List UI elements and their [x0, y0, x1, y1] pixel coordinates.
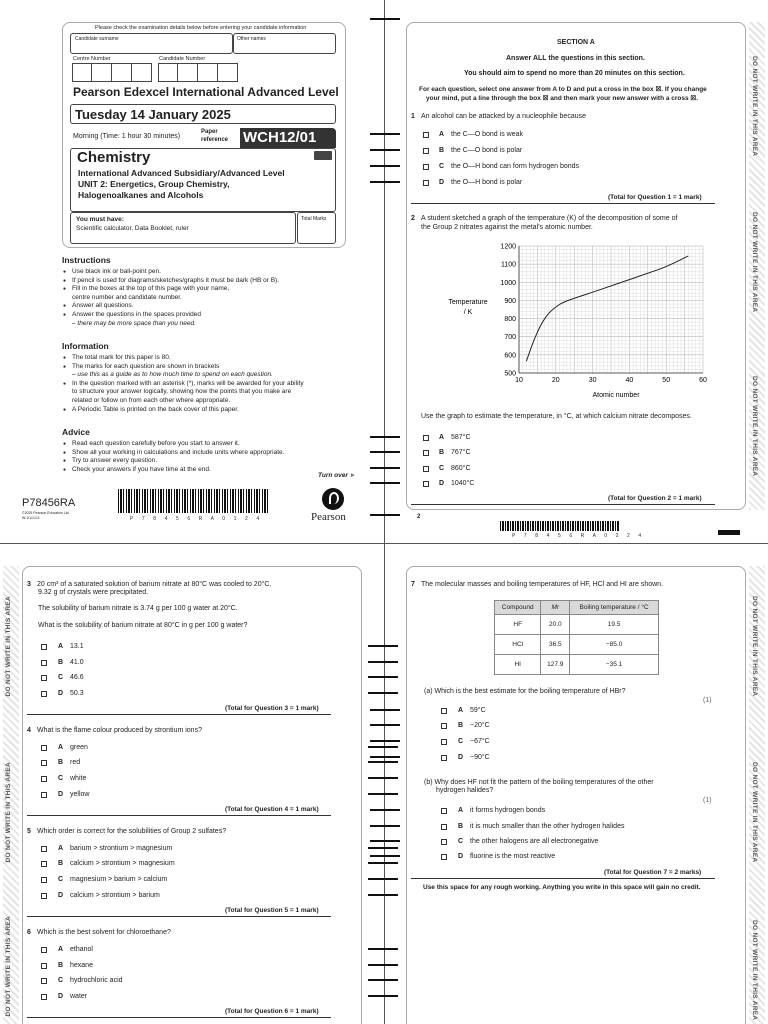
margin-mark [368, 862, 398, 864]
q3-option-checkbox[interactable] [41, 691, 47, 697]
q7b-option-checkbox[interactable] [441, 808, 447, 814]
margin-mark [370, 133, 400, 135]
margin-mark [370, 451, 400, 453]
question-7: 7 The molecular masses and boiling temperatures of HF, HCl and HI are shown. [411, 581, 663, 588]
side-strip-text: DO NOT WRITE IN THIS AREA [751, 596, 758, 697]
page-divider-horizontal [0, 543, 768, 544]
q7b-option: D fluorine is the most reactive [458, 853, 556, 860]
q4-option: A green [58, 744, 88, 751]
table-header-row [495, 601, 659, 615]
q7a-option-checkbox[interactable] [441, 723, 447, 729]
margin-mark [368, 692, 398, 694]
margin-mark [370, 840, 400, 842]
margin-mark [368, 979, 398, 981]
y-tick-label: 700 [504, 334, 516, 342]
q1-option: C the O—H bond can form hydrogen bonds [439, 163, 580, 170]
y-tick-label: 900 [504, 297, 516, 305]
table-row: HCl 36.5 −85.0 [495, 635, 659, 655]
side-strip-text: DO NOT WRITE IN THIS AREA [751, 56, 758, 157]
margin-mark [370, 165, 400, 167]
must-have-text: Scientific calculator, Data Booklet, ruler [76, 225, 189, 232]
margin-mark [370, 18, 400, 20]
q2-option-checkbox[interactable] [423, 466, 429, 472]
q2-option-checkbox[interactable] [423, 435, 429, 441]
q2-option: A 587°C [439, 434, 471, 441]
x-tick-label: 30 [588, 377, 597, 384]
q5-option: A barium > strontium > magnesium [58, 845, 173, 852]
q3-option: A 13.1 [58, 643, 84, 650]
margin-mark [368, 746, 398, 748]
other-names-label: Other names [237, 36, 266, 42]
question-7a: (a) Which is the best estimate for the boiling temperature of HBr? [424, 688, 626, 695]
q7b-option: B it is much smaller than the other hydrogen halides [458, 823, 625, 830]
question-1: 1 An alcohol can be attacked by a nucleophile because [411, 113, 587, 120]
page-divider-vertical [384, 0, 385, 1024]
q3-rule [27, 714, 331, 715]
y-tick-label: 800 [504, 316, 516, 324]
q6-option: A ethanol [58, 946, 93, 953]
margin-mark [370, 467, 400, 469]
cover-page [0, 0, 384, 543]
advice-list: ● Read each question carefully before you start to answer it. ● Show all your working in calculations and include units where appropriate. ● Try to answer every question. ● Check your answers if you have time at the end. [62, 440, 362, 474]
instructions-heading: Instructions [62, 255, 111, 265]
margin-mark [368, 793, 398, 795]
page-marker-icon [718, 530, 740, 535]
instruction-line-2: your mind, put a line through the box ☒ and then mark your new answer with a cross ☒. [426, 95, 699, 102]
q6-total: (Total for Question 6 = 1 mark) [225, 1008, 319, 1015]
x-tick-label: 10 [515, 377, 523, 384]
margin-mark [368, 878, 398, 880]
q7b-option-checkbox[interactable] [441, 824, 447, 830]
side-strip-text: DO NOT WRITE IN THIS AREA [5, 596, 12, 697]
q4-option: B red [58, 759, 81, 766]
q3-option-checkbox[interactable] [41, 644, 47, 650]
copyright-line-2: W:1/1/1/1/1 [22, 516, 40, 520]
q4-option-checkbox[interactable] [41, 792, 47, 798]
rough-working-note: Use this space for any rough working. Anything you write in this space will gain no credit. [423, 884, 701, 891]
q6-option-checkbox[interactable] [41, 963, 47, 969]
q5-rule [27, 916, 331, 917]
y-tick-label: 1000 [500, 279, 516, 287]
q1-option: B the C—O bond is polar [439, 147, 523, 154]
must-have-box [70, 212, 296, 244]
q6-option-checkbox[interactable] [41, 978, 47, 984]
barcode [500, 521, 620, 531]
information-heading: Information [62, 341, 109, 351]
margin-mark [370, 709, 400, 711]
candidate-number-label: Candidate Number [159, 56, 206, 62]
total-marks-label: Total Marks [301, 216, 327, 222]
q5-option: C magnesium > barium > calcium [58, 876, 168, 883]
pearson-logo-mark [329, 492, 339, 504]
total-marks-box[interactable] [297, 212, 336, 244]
margin-mark [370, 740, 400, 742]
y-axis-label: Temperature [448, 299, 488, 306]
margin-mark [368, 995, 398, 997]
q1-option: D the O—H bond is polar [439, 179, 523, 186]
table-row: HI 127.9 −35.1 [495, 655, 659, 675]
question-3-line-2: 9.32 g of crystals were precipitated. [38, 589, 149, 596]
q3-option-checkbox[interactable] [41, 675, 47, 681]
question-3: 3 20 cm³ of a saturated solution of barium nitrate at 80°C was cooled to 20°C. [27, 581, 272, 588]
margin-mark [368, 661, 398, 663]
centre-number-label: Centre Number [73, 56, 111, 62]
y-tick-label: 500 [504, 370, 516, 378]
copyright-line-1: ©2025 Pearson Education Ltd. [22, 511, 70, 515]
side-strip-text: DO NOT WRITE IN THIS AREA [751, 762, 758, 863]
q6-option: D water [58, 993, 88, 1000]
question-7a-marks: (1) [703, 697, 712, 704]
q7a-option: C −67°C [458, 738, 490, 745]
barcode-text: P 7 8 4 5 6 R A 0 1 2 4 [130, 516, 263, 522]
question-3-line-3: The solubility of barium nitrate is 3.74 g per 100 g water at 20°C. [38, 605, 238, 612]
q4-option: C white [58, 775, 87, 782]
margin-mark [370, 436, 400, 438]
margin-mark [368, 676, 398, 678]
margin-mark [368, 894, 398, 896]
advice-heading: Advice [62, 427, 90, 437]
y-axis-label-unit: / K [463, 309, 473, 316]
x-tick-label: 50 [662, 377, 671, 384]
margin-mark [368, 948, 398, 950]
margin-mark [368, 777, 398, 779]
q5-option: B calcium > strontium > magnesium [58, 860, 175, 867]
unit-line-2: UNIT 2: Energetics, Group Chemistry, [78, 179, 230, 189]
information-list: ● The total mark for this paper is 80. ● The marks for each question are shown in brackets – use this as a guide as to how much time to spend on each question. ● In the question marked with an asterisk (*), marks will be awarded for your ability to structure your answer logically, showing how the points that you make are related or follow on from each other where appropriate. ● A Periodic Table is printed on the back cover of this paper. [62, 354, 362, 414]
q5-option-checkbox[interactable] [41, 893, 47, 899]
subject-box [70, 148, 336, 212]
question-7b-marks: (1) [703, 797, 712, 804]
q7b-option: C the other halogens are all electronegative [458, 838, 599, 845]
side-strip-text: DO NOT WRITE IN THIS AREA [751, 212, 758, 313]
table-header: Mr [541, 601, 570, 615]
barcode [118, 489, 268, 513]
q5-option-checkbox[interactable] [41, 846, 47, 852]
q7b-option-checkbox[interactable] [441, 839, 447, 845]
must-have-label: You must have: [76, 216, 124, 223]
q7-rule [411, 878, 715, 879]
q3-option: B 41.0 [58, 659, 84, 666]
q7b-option-checkbox[interactable] [441, 854, 447, 860]
q2-option: D 1040°C [439, 480, 475, 487]
margin-mark [370, 825, 400, 827]
exam-date-box [70, 104, 336, 124]
pearson-wordmark: Pearson [311, 511, 346, 523]
margin-mark [370, 181, 400, 183]
exam-board-title: Pearson Edexcel International Advanced Level [73, 85, 339, 99]
q7a-option: B −20°C [458, 722, 490, 729]
answer-all-text: Answer ALL the questions in this section. [506, 55, 645, 62]
q7-total: (Total for Question 7 = 2 marks) [604, 869, 702, 876]
table-header: Compound [495, 601, 541, 615]
q2-rule [411, 504, 715, 505]
q3-option: D 50.3 [58, 690, 84, 697]
margin-mark [368, 645, 398, 647]
x-tick-label: 20 [551, 377, 560, 384]
margin-mark [368, 761, 398, 763]
unit-line-1: International Advanced Subsidiary/Advanced Level [78, 168, 285, 178]
x-tick-label: 40 [625, 377, 634, 384]
table-row: HF 20.0 19.5 [495, 615, 659, 635]
question-2-cont: the Group 2 nitrates against the metal’s atomic number. [421, 224, 593, 231]
decomposition-chart [440, 238, 730, 404]
q2-total: (Total for Question 2 = 1 mark) [608, 495, 702, 502]
q4-rule [27, 815, 331, 816]
q6-option-checkbox[interactable] [41, 947, 47, 953]
y-tick-label: 600 [504, 352, 516, 360]
q7a-option-checkbox[interactable] [441, 755, 447, 761]
candidate-number-boxes[interactable] [158, 63, 238, 82]
q4-total: (Total for Question 4 = 1 mark) [225, 806, 319, 813]
q6-option: C hydrochloric acid [58, 977, 123, 984]
instruction-line-1: For each question, select one answer from A to D and put a cross in the box ☒. If you change [419, 86, 707, 93]
q7a-option: A 59°C [458, 707, 486, 714]
question-5: 5 Which order is correct for the solubilities of Group 2 sulfates? [27, 828, 227, 835]
question-7b-cont: hydrogen halides? [436, 787, 494, 794]
paper-reference-label: Paper reference [201, 129, 229, 143]
q1-option-checkbox[interactable] [423, 132, 429, 138]
surname-label: Candidate surname [75, 36, 119, 42]
q5-option-checkbox[interactable] [41, 861, 47, 867]
surname-field[interactable] [70, 33, 233, 54]
q5-option-checkbox[interactable] [41, 877, 47, 883]
booklet-icon [314, 151, 332, 160]
y-tick-label: 1100 [500, 261, 516, 269]
margin-mark [370, 756, 400, 758]
q4-option-checkbox[interactable] [41, 745, 47, 751]
q1-option-checkbox[interactable] [423, 180, 429, 186]
unit-line-3: Halogenoalkanes and Alcohols [78, 190, 204, 200]
exam-date: Tuesday 14 January 2025 [75, 107, 231, 122]
q5-total: (Total for Question 5 = 1 mark) [225, 907, 319, 914]
table-header: Boiling temperature / °C [570, 601, 659, 615]
instructions-list: ● Use black ink or ball-point pen. ● If pencil is used for diagrams/sketches/graphs it must be dark (HB or B). ● Fill in the boxes at the top of this page with your name, centre number and candidate number. ● Answer all questions. ● Answer the questions in the spaces provided – there may be more space than you need. [62, 268, 362, 328]
exam-session: Morning (Time: 1 hour 30 minutes) [73, 133, 181, 140]
q7a-option-checkbox[interactable] [441, 739, 447, 745]
question-7b: (b) Why does HF not fit the pattern of the boiling temperatures of the other [424, 779, 654, 786]
q1-option-checkbox[interactable] [423, 164, 429, 170]
margin-mark [370, 514, 400, 516]
q1-total: (Total for Question 1 = 1 mark) [608, 194, 702, 201]
question-3-line-4: What is the solubility of barium nitrate at 80°C in g per 100 g water? [38, 622, 248, 629]
q4-option: D yellow [58, 791, 90, 798]
section-title: SECTION A [557, 39, 595, 46]
q1-rule [411, 203, 715, 204]
q2-option-checkbox[interactable] [423, 481, 429, 487]
q7b-option: A it forms hydrogen bonds [458, 807, 546, 814]
q6-rule [27, 1017, 331, 1018]
side-strip-text: DO NOT WRITE IN THIS AREA [5, 916, 12, 1017]
halide-table [494, 600, 659, 675]
page-number: 2 [417, 514, 421, 520]
y-tick-label: 1200 [500, 243, 516, 251]
margin-mark [368, 847, 398, 849]
margin-mark [368, 964, 398, 966]
spend-time-text: You should aim to spend no more than 20 minutes on this section. [464, 70, 685, 77]
q4-option-checkbox[interactable] [41, 776, 47, 782]
q5-option: D calcium > strontium > barium [58, 892, 160, 899]
q3-total: (Total for Question 3 = 1 mark) [225, 705, 319, 712]
side-strip-text: DO NOT WRITE IN THIS AREA [751, 920, 758, 1021]
question-2-ask: Use the graph to estimate the temperature, in °C, at which calcium nitrate decomposes. [421, 413, 692, 420]
q3-option-checkbox[interactable] [41, 660, 47, 666]
q2-option-checkbox[interactable] [423, 450, 429, 456]
q2-option: B 767°C [439, 449, 471, 456]
q1-option-checkbox[interactable] [423, 148, 429, 154]
q6-option-checkbox[interactable] [41, 994, 47, 1000]
margin-mark [370, 809, 400, 811]
x-tick-label: 60 [699, 377, 707, 384]
side-strip-text: DO NOT WRITE IN THIS AREA [751, 376, 758, 477]
side-strip-text: DO NOT WRITE IN THIS AREA [5, 762, 12, 863]
check-note: Please check the examination details below before entering your candidate information [95, 25, 307, 31]
margin-mark [370, 855, 400, 857]
turn-over: Turn over ► [318, 472, 357, 479]
paper-reference: WCH12/01 [240, 128, 336, 148]
x-axis-label: Atomic number [592, 392, 640, 399]
margin-mark [370, 482, 400, 484]
other-names-field[interactable] [233, 33, 336, 54]
q7a-option-checkbox[interactable] [441, 708, 447, 714]
paper-code: P78456RA [22, 497, 76, 509]
q4-option-checkbox[interactable] [41, 760, 47, 766]
question-4: 4 What is the flame colour produced by strontium ions? [27, 727, 202, 734]
margin-mark [370, 724, 400, 726]
turn-over-arrow-icon: ► [349, 472, 357, 479]
question-6: 6 Which is the best solvent for chloroethane? [27, 929, 171, 936]
q2-option: C 860°C [439, 465, 471, 472]
margin-mark [370, 149, 400, 151]
q1-option: A the C—O bond is weak [439, 131, 523, 138]
barcode-text: P 7 8 4 5 6 R A 0 2 2 4 [512, 533, 645, 539]
question-2: 2 A student sketched a graph of the temperature (K) of the decomposition of some of [411, 215, 678, 222]
subject-title: Chemistry [77, 149, 151, 166]
q6-option: B hexane [58, 962, 93, 969]
q3-option: C 46.6 [58, 674, 84, 681]
q7a-option: D −90°C [458, 754, 490, 761]
centre-number-boxes[interactable] [72, 63, 152, 82]
